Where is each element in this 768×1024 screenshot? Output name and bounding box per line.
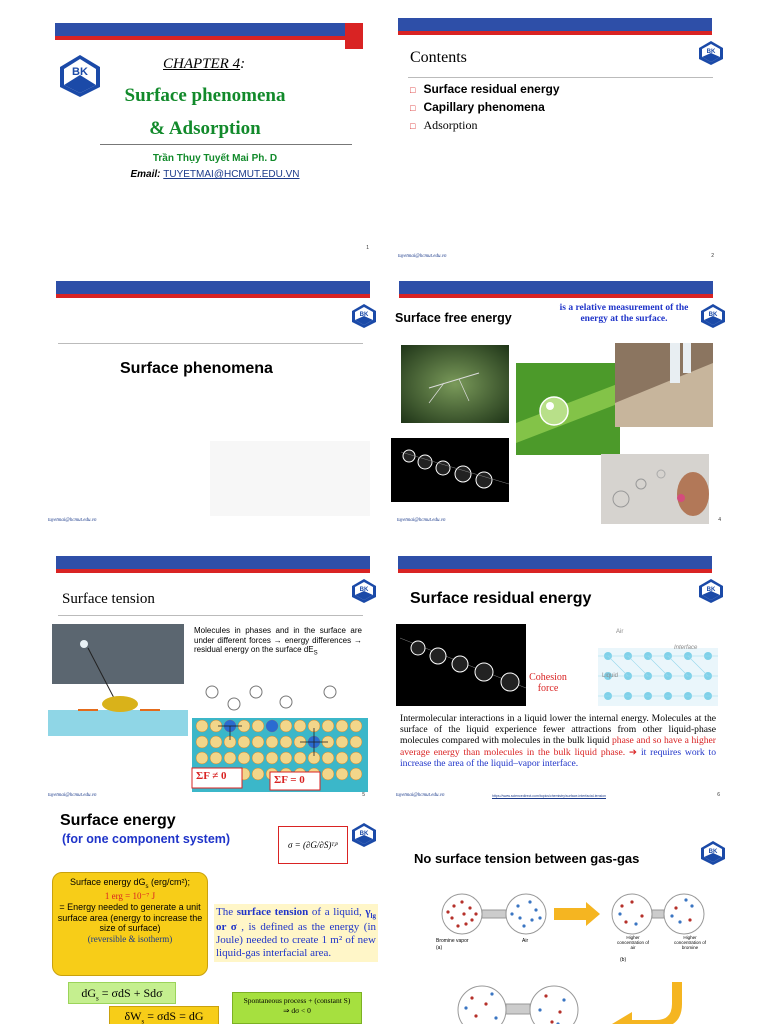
- header-stripe: [56, 294, 370, 298]
- slide-title: No surface tension between gas-gas: [414, 851, 640, 866]
- air-label: Air: [616, 629, 624, 635]
- air-label: Air: [522, 938, 529, 944]
- higher-bromine-label: Higher concentration of bromine: [673, 935, 707, 950]
- chapter-label: [163, 56, 245, 73]
- svg-text:BK: BK: [359, 831, 369, 837]
- page-number: 4: [718, 517, 721, 523]
- header-stripe: [56, 569, 370, 573]
- slide-1[interactable]: [55, 23, 373, 255]
- slide-subtitle: is a relative measurement of the energy at the surface.: [559, 303, 689, 324]
- page-number: 2: [711, 253, 714, 259]
- molecule-forces-text: Molecules in phases and in the surface are under different forces → energy differences → residual energy on the surface $dE_S$: [194, 626, 362, 657]
- divider: [408, 77, 713, 78]
- liquid-label: Liquid: [602, 673, 619, 679]
- slide-6[interactable]: [392, 556, 728, 802]
- footer-email: tuyetmai@hcmut.edu.vn: [48, 793, 97, 798]
- interface-label: Interface: [674, 645, 698, 651]
- gibbs-equation-box: $dG_s = \sigma dS + Sd\sigma$: [68, 982, 176, 1004]
- explanation-text: Intermolecular interactions in a liquid lower the internal energy. Molecules at the surface of the liquid experience fewer attractions from other liquid-phase molecules compared with molecules in the bulk liquid phase and so have a higher average energy than molecules in the bulk liquid phase. ➔ it requires work to increase the area of the liquid–vapor interface.: [400, 713, 717, 769]
- slide-2[interactable]: [398, 18, 728, 263]
- bk-logo-icon: [698, 578, 724, 604]
- section-title: Surface phenomena: [120, 360, 273, 377]
- water-drop-on-surface-diagram: [48, 624, 188, 736]
- slide-8[interactable]: [400, 818, 728, 1024]
- bromine-vapor-label: Bromine vapor: [436, 938, 469, 944]
- work-equation-box: $\delta W_s = \sigma dS$ = dG: [109, 1006, 219, 1024]
- header-bar: [399, 281, 713, 294]
- header-bar: [56, 556, 370, 569]
- slide-title: Surface residual energy: [410, 590, 592, 607]
- divider: [58, 343, 363, 344]
- svg-text:BK: BK: [359, 312, 369, 318]
- divider: [100, 144, 352, 145]
- bk-logo-icon: [351, 303, 377, 329]
- liquid-interface-diagram: [598, 626, 718, 706]
- water-droplets-chain-photo: [391, 438, 509, 502]
- page-number: 6: [717, 792, 720, 798]
- header-bar: [56, 281, 370, 294]
- bk-logo-icon: [700, 303, 726, 329]
- surface-energy-definition-box: Surface energy $dG_s$ (erg/cm²); 1 erg = 10⁻⁷ J = Energy needed to generate a unit surface area (energy to increase the size of surface) (reversible & isotherm): [52, 872, 208, 976]
- contents-item[interactable]: □ Adsorption: [410, 118, 478, 132]
- icicle-photo: [615, 343, 713, 427]
- header-bar: [398, 556, 712, 569]
- footer-email: tuyetmai@hcmut.edu.vn: [48, 518, 97, 523]
- header-stripe: [398, 569, 712, 573]
- label-b: (b): [620, 957, 627, 963]
- svg-text:BK: BK: [708, 312, 718, 318]
- header-stripe: [399, 294, 713, 298]
- gray-panel: [210, 441, 370, 516]
- cohesion-force-label: Cohesion force: [529, 672, 567, 694]
- chapter-text: CHAPTER 4: [163, 56, 241, 72]
- header-stripe: [398, 31, 712, 35]
- divider: [58, 615, 363, 616]
- label-a: (a): [436, 945, 443, 951]
- slide-4[interactable]: [389, 281, 729, 527]
- author-name: Trần Thụy Tuyết Mai Ph. D: [152, 153, 278, 164]
- email-link[interactable]: TUYETMAI@HCMUT.EDU.VN: [163, 169, 300, 180]
- slide-7[interactable]: [52, 812, 386, 1024]
- email-separator: :: [157, 169, 164, 180]
- water-drop-leaf-photo: [516, 363, 620, 455]
- slide-subtitle: (for one component system): [62, 832, 231, 846]
- header-stripe: [55, 36, 345, 40]
- force-not-zero-label: ΣF ≠ 0: [196, 770, 227, 782]
- footer-email: tuyetmai@hcmut.edu.vn: [398, 254, 447, 259]
- contents-title: Contents: [410, 49, 467, 66]
- header-bar: [55, 23, 345, 36]
- slide-5[interactable]: [40, 556, 385, 802]
- svg-text:BK: BK: [706, 587, 716, 593]
- sigma-formula-box: σ = (∂G/∂S) T,P: [278, 826, 348, 864]
- source-link[interactable]: https://www.sciencedirect.com/topics/chemistry/surface-interfacial-tension: [492, 794, 606, 798]
- spontaneous-process-box: Spontaneous process + (constant S) ⇒ dσ < 0: [232, 992, 362, 1024]
- bk-logo-icon: [698, 40, 724, 66]
- contents-item[interactable]: □ Surface residual energy: [410, 82, 560, 96]
- contents-item[interactable]: □ Capillary phenomena: [410, 100, 545, 114]
- force-zero-label: ΣF = 0: [274, 774, 305, 786]
- svg-text:BK: BK: [708, 849, 718, 855]
- gas-diffusion-diagram: [436, 892, 716, 1024]
- header-bar: [398, 18, 712, 31]
- header-red-box: [345, 23, 363, 49]
- slide1-title-2: & Adsorption: [149, 118, 261, 139]
- svg-text:BK: BK: [72, 66, 88, 78]
- footer-email: tuyetmai@hcmut.edu.vn: [396, 793, 445, 798]
- contents-list: [410, 82, 560, 133]
- svg-text:BK: BK: [706, 49, 716, 55]
- slide-title: Surface tension: [62, 591, 155, 607]
- surface-tension-definition: The surface tension of a liquid, $\gamma_{lg}$ or σ , is defined as the energy (in Joule) needed to create 1 m² of new liquid-gas interfacial area.: [214, 904, 378, 962]
- slide1-title-1: Surface phenomena: [124, 85, 286, 106]
- email-label: Email: [130, 169, 158, 180]
- higher-air-label: Higher concentration of air: [616, 935, 650, 950]
- footer-email: tuyetmai@hcmut.edu.vn: [397, 518, 446, 523]
- soap-bubbles-photo: [601, 454, 709, 524]
- slide-3[interactable]: [40, 281, 385, 527]
- bk-logo-icon: [351, 822, 377, 848]
- bk-logo-icon: [351, 578, 377, 604]
- svg-text:BK: BK: [359, 587, 369, 593]
- chapter-colon: :: [240, 56, 246, 72]
- bk-logo-icon: [700, 840, 726, 866]
- author-email: [55, 169, 373, 180]
- water-droplets-chain-photo: [396, 624, 526, 706]
- slide-title: Surface free energy: [395, 311, 512, 325]
- slide-title: Surface energy: [60, 812, 176, 829]
- page-number: 1: [366, 245, 369, 251]
- insect-on-water-photo: [399, 343, 511, 425]
- page-number: 5: [362, 792, 365, 798]
